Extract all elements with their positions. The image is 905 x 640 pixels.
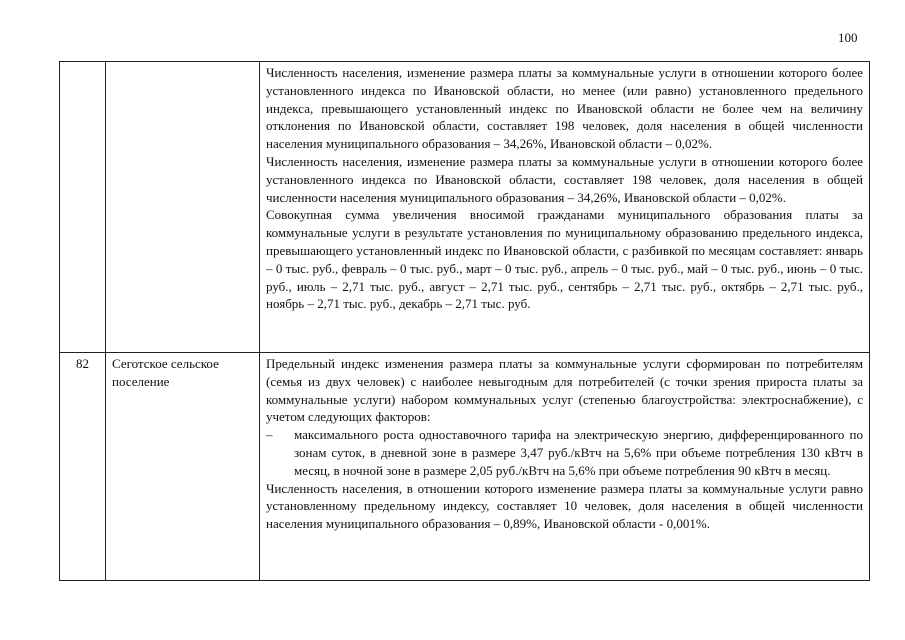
index-intro-paragraph: Предельный индекс изменения размера платы за коммунальные услуги сформирован по потребителям (семья из двух человек) с наиболее невыгодным для потребителей (с точки зрения прироста платы за коммунальные услуги) набором коммунальных услуг (степенью благоустройства: электроснабжение), с учетом следующих факторов: — [266, 356, 863, 425]
list-dash: – — [266, 427, 273, 443]
row-number-cell — [60, 62, 106, 353]
factor-text: максимального роста одноставочного тарифа на электрическую энергию, дифференцированного по зонам суток, в дневной зоне в размере 3,47 руб./кВтч на 5,6% при объеме потребления 130 кВтч в месяц, в ночной зоне в размере 2,05 руб./кВтч на 5,6% при объеме потребления 90 кВтч в месяц. — [294, 427, 863, 478]
municipality-name-cell: Сеготское сельское поселение — [106, 353, 260, 581]
municipality-name-cell — [106, 62, 260, 353]
population-paragraph: Численность населения, изменение размера платы за коммунальные услуги в отношении которого более установленного индекса по Ивановской области, но менее (или равно) установленного предельного индекса, превышающего установленный индекс по Ивановской области не более чем на величину отклонения по Ивановской области, составляет 198 человек, доля населения в общей численности населения муниципального образования – 34,26%, Ивановской области – 0,02%. — [266, 65, 863, 152]
table-row — [60, 353, 870, 581]
monthly-sum-paragraph: Совокупная сумма увеличения вносимой гражданами муниципального образования платы за коммунальные услуги в результате установления по муниципальному образованию предельного индекса, превышающего установленный индекс по Ивановской области, с разбивкой по месяцам составляет: январь – 0 тыс. руб., февраль – 0 тыс. руб., март – 0 тыс. руб., апрель – 0 тыс. руб., май – 0 тыс. руб., июнь – 0 тыс. руб., июль – 2,71 тыс. руб., август – 2,71 тыс. руб., сентябрь – 2,71 тыс. руб., октябрь – 2,71 тыс. руб., ноябрь – 2,71 тыс. руб., декабрь – 2,71 тыс. руб. — [266, 207, 863, 312]
tariff-table — [59, 61, 870, 581]
description-cell — [260, 62, 870, 353]
factor-list-item — [266, 426, 863, 479]
page-number: 100 — [838, 30, 858, 45]
row-number-cell: 82 — [60, 353, 106, 581]
description-cell — [260, 353, 870, 581]
population-paragraph: Численность населения, изменение размера платы за коммунальные услуги в отношении которого более установленного индекса по Ивановской области, составляет 198 человек, доля населения в общей численности населения муниципального образования – 34,26%, Ивановской области – 0,02%. — [266, 153, 863, 205]
table-row — [60, 62, 870, 353]
population-paragraph: Численность населения, в отношении которого изменение размера платы за коммунальные услуги равно установленному предельному индексу, составляет 10 человек, доля населения в общей численности населения муниципального образования – 0,89%, Ивановской области - 0,001%. — [266, 480, 863, 532]
